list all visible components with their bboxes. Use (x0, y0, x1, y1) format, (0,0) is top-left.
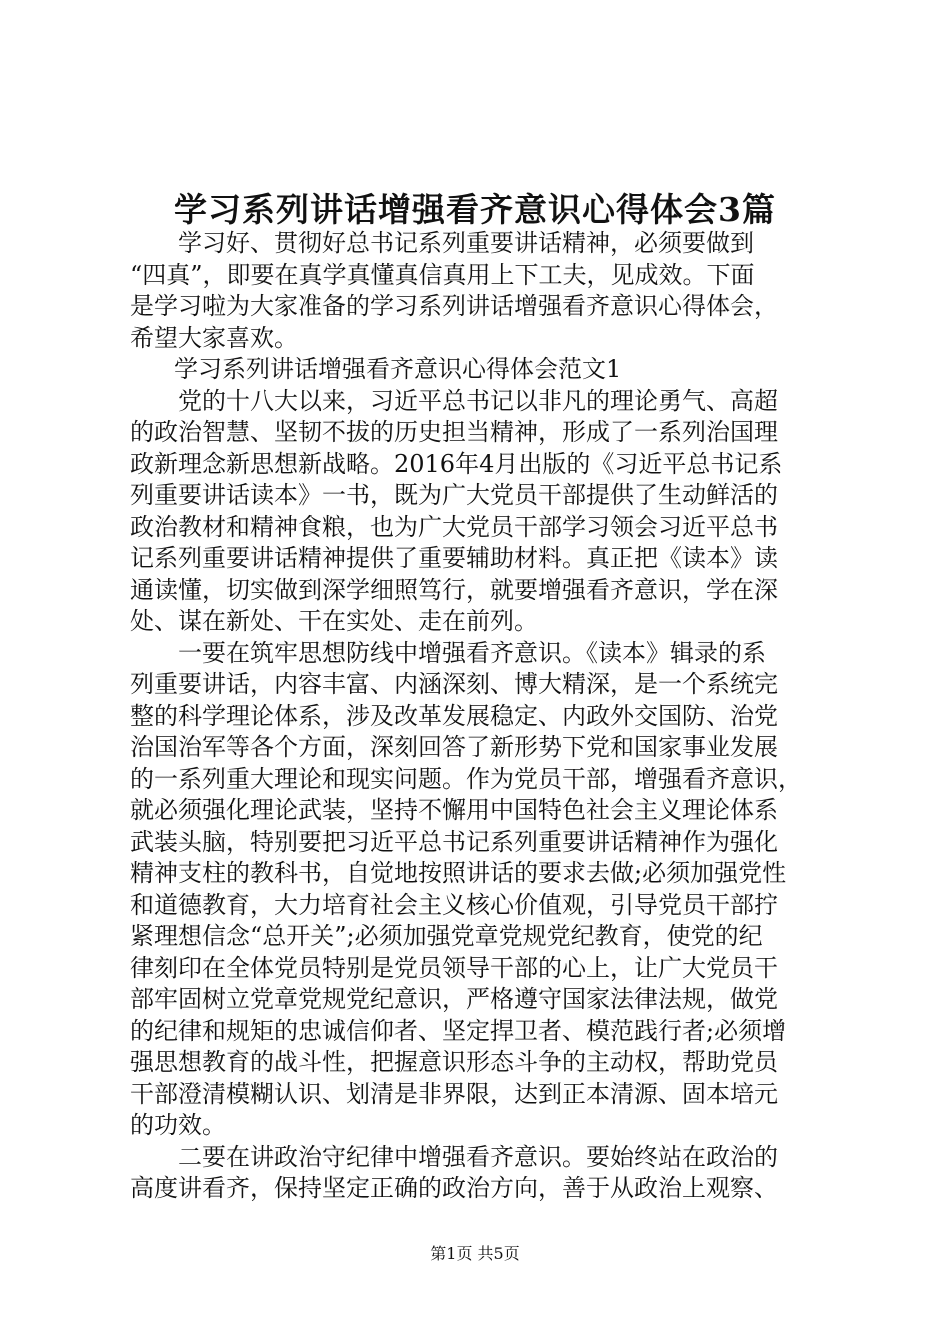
section-heading: 学习系列讲话增强看齐意识心得体会范文1 (174, 355, 622, 383)
paragraph-line: 部牢固树立党章党规党纪意识，严格遵守国家法律法规，做党 (130, 985, 778, 1013)
paragraph-line: 和道德教育，大力培育社会主义核心价值观，引导党员干部拧 (130, 890, 778, 919)
paragraph-line: 精神支柱的教科书，自觉地按照讲话的要求去做;必须加强党性 (130, 859, 787, 887)
paragraph-line: 学习好、贯彻好总书记系列重要讲话精神，必须要做到 (178, 229, 754, 257)
paragraph-line: 是学习啦为大家准备的学习系列讲话增强看齐意识心得体会， (130, 292, 778, 320)
paragraph-line: 整的科学理论体系，涉及改革发展稳定、内政外交国防、治党 (130, 701, 778, 730)
paragraph-line: 处、谋在新处、干在实处、走在前列。 (130, 607, 538, 635)
page-number-footer: 第1页 共5页 (430, 1244, 520, 1263)
paragraph-line: 二要在讲政治守纪律中增强看齐意识。要始终站在政治的 (178, 1142, 778, 1171)
paragraph-line: 的政治智慧、坚韧不拔的历史担当精神，形成了一系列治国理 (130, 418, 778, 446)
paragraph-line: 列重要讲话读本》一书，既为广大党员干部提供了生动鲜活的 (130, 481, 778, 509)
paragraph-line: 记系列重要讲话精神提供了重要辅助材料。真正把《读本》读 (130, 544, 778, 572)
paragraph-line: 的纪律和规矩的忠诚信仰者、坚定捍卫者、模范践行者;必须增 (130, 1016, 787, 1045)
paragraph-line: 就必须强化理论武装，坚持不懈用中国特色社会主义理论体系 (130, 796, 778, 824)
document-body (130, 228, 830, 1205)
paragraph-line: 希望大家喜欢。 (130, 323, 298, 352)
document-title: 学习系列讲话增强看齐意识心得体会3篇 (174, 190, 776, 229)
paragraph-line: 律刻印在全体党员特别是党员领导干部的心上，让广大党员干 (130, 953, 778, 982)
paragraph-line: 通读懂，切实做到深学细照笃行，就要增强看齐意识，学在深 (130, 575, 778, 604)
paragraph-line: 政新理念新思想新战略。2016年4月出版的《习近平总书记系 (130, 449, 783, 478)
paragraph-line: 干部澄清模糊认识、划清是非界限，达到正本清源、固本培元 (130, 1079, 778, 1108)
paragraph-line: 紧理想信念“总开关”;必须加强党章党规党纪教育，使党的纪 (130, 922, 763, 950)
paragraph-line: 的功效。 (130, 1111, 226, 1139)
paragraph-line: 列重要讲话，内容丰富、内涵深刻、博大精深，是一个系统完 (130, 670, 778, 698)
paragraph-line: 治国治军等各个方面，深刻回答了新形势下党和国家事业发展 (130, 733, 778, 761)
paragraph-line: 强思想教育的战斗性，把握意识形态斗争的主动权，帮助党员 (130, 1048, 778, 1076)
paragraph-line: “四真”，即要在真学真懂真信真用上下工夫，见成效。下面 (130, 260, 755, 289)
paragraph-line: 党的十八大以来，习近平总书记以非凡的理论勇气、高超 (178, 386, 778, 415)
paragraph-line: 的一系列重大理论和现实问题。作为党员干部，增强看齐意识， (130, 764, 802, 793)
paragraph-line: 高度讲看齐，保持坚定正确的政治方向，善于从政治上观察、 (130, 1174, 778, 1202)
paragraph-line: 武装头脑，特别要把习近平总书记系列重要讲话精神作为强化 (130, 827, 778, 856)
paragraph-line: 一要在筑牢思想防线中增强看齐意识。《读本》辑录的系 (178, 638, 766, 667)
paragraph-line: 政治教材和精神食粮，也为广大党员干部学习领会习近平总书 (130, 512, 778, 541)
